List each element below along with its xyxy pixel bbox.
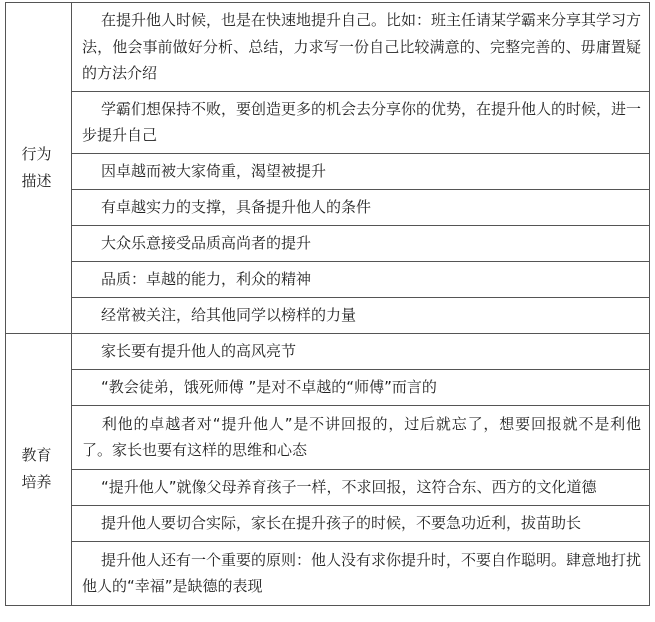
category-label: 行为描述	[21, 144, 52, 190]
table-row	[6, 469, 650, 505]
description-cell	[72, 225, 650, 261]
description-text: 有卓越实力的支撑，具备提升他人的条件	[101, 197, 372, 216]
description-text: 提升他人还有一个重要的原则：他人没有求你提升时，不要自作聪明。肆意地打扰他人的“幸福”是缺德的表现	[82, 550, 642, 595]
table-row	[6, 405, 650, 469]
table-row	[6, 189, 650, 225]
table-row	[6, 3, 650, 92]
description-text: 品质：卓越的能力，利众的精神	[101, 269, 312, 288]
category-cell	[6, 3, 72, 334]
description-text: 大众乐意接受品质高尚者的提升	[101, 233, 312, 252]
description-text: “提升他人”就像父母养育孩子一样，不求回报，这符合东、西方的文化道德	[101, 477, 597, 496]
table-row	[6, 505, 650, 541]
table-row	[6, 333, 650, 369]
table-body	[6, 3, 650, 606]
description-text: 因卓越而被大家倚重，渴望被提升	[101, 161, 327, 180]
description-cell	[72, 369, 650, 405]
description-text: 家长要有提升他人的高风亮节	[101, 341, 297, 360]
description-cell	[72, 261, 650, 297]
description-cell	[72, 505, 650, 541]
description-cell	[72, 469, 650, 505]
table-row	[6, 225, 650, 261]
category-cell	[6, 333, 72, 605]
description-cell	[72, 153, 650, 189]
description-text: 学霸们想保持不败，要创造更多的机会去分享你的优势，在提升他人的时候，进一步提升自己	[82, 99, 642, 144]
description-cell	[72, 3, 650, 92]
description-cell	[72, 189, 650, 225]
description-cell	[72, 541, 650, 605]
description-text: 利他的卓越者对“提升他人”是不讲回报的，过后就忘了，想要回报就不是利他了。家长也要有这样的思维和心态	[82, 414, 641, 459]
table-row	[6, 541, 650, 605]
description-text: 经常被关注，给其他同学以榜样的力量	[101, 305, 357, 324]
table-row	[6, 261, 650, 297]
description-text: “教会徒弟，饿死师傅 ”是对不卓越的“师傅”而言的	[101, 377, 437, 396]
table-row	[6, 297, 650, 333]
description-text: 提升他人要切合实际，家长在提升孩子的时候，不要急功近利，拔苗助长	[101, 513, 582, 532]
content-table	[5, 2, 650, 606]
table-row	[6, 91, 650, 153]
description-cell	[72, 405, 650, 469]
description-cell	[72, 297, 650, 333]
description-cell	[72, 91, 650, 153]
table-row	[6, 369, 650, 405]
description-cell	[72, 333, 650, 369]
category-label: 教育培养	[21, 446, 52, 491]
description-text: 在提升他人时候，也是在快速地提升自己。比如：班主任请某学霸来分享其学习方法，他会事前做好分析、总结，力求写一份自己比较满意的、完整完善的、毋庸置疑的方法介绍	[82, 11, 642, 82]
table-row	[6, 153, 650, 189]
